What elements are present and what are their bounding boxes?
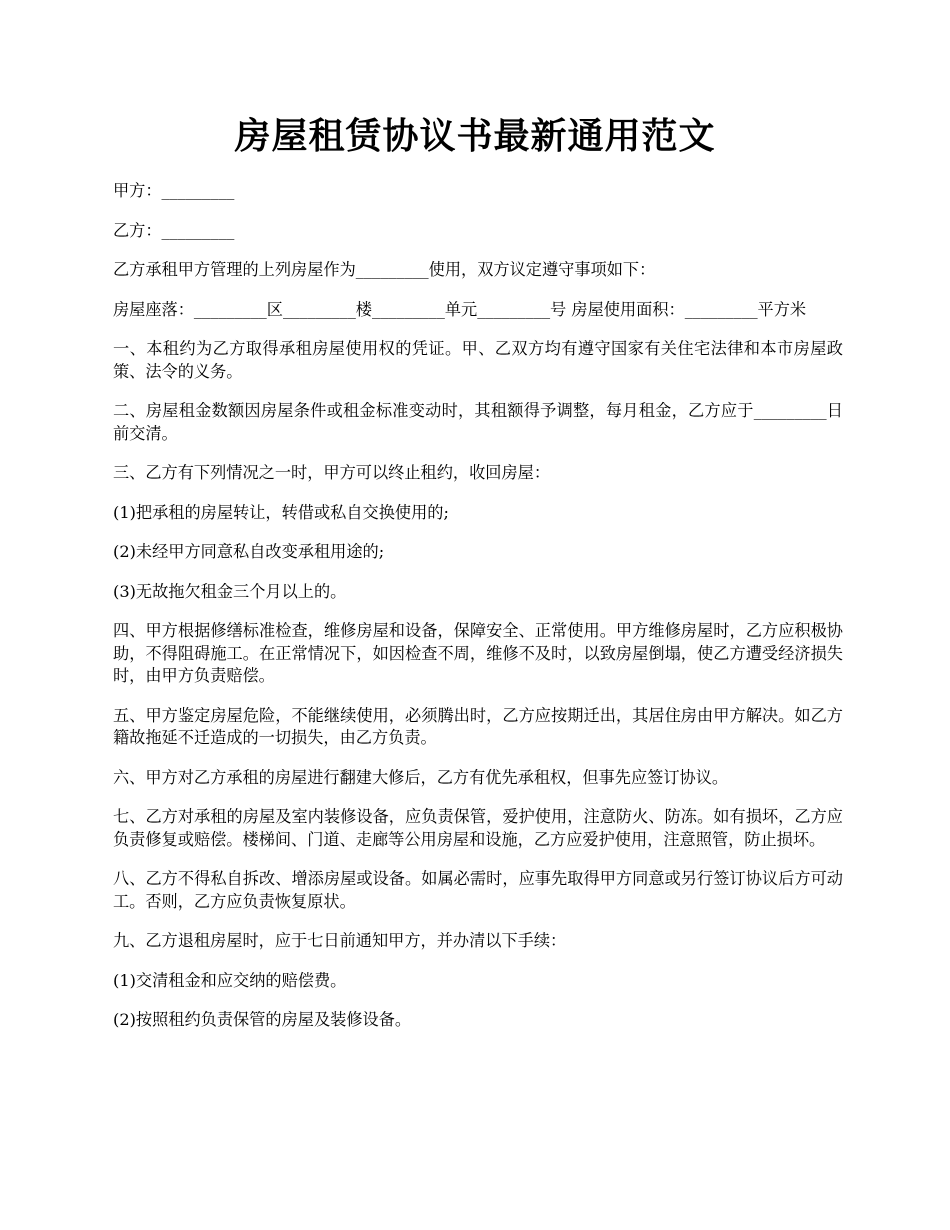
clause-8: 八、乙方不得私自拆改、增添房屋或设备。如属必需时，应事先取得甲方同意或另行签订协议后方可动工。否则，乙方应负责恢复原状。 <box>113 869 843 911</box>
clause-9: 九、乙方退租房屋时，应于七日前通知甲方，并办清以下手续： <box>113 931 567 950</box>
clause-3-item-3: (3)无故拖欠租金三个月以上的。 <box>113 581 347 601</box>
clause-6: 六、甲方对乙方承租的房屋进行翻建大修后，乙方有优先承租权，但事先应签订协议。 <box>113 767 729 787</box>
house-location: 房屋座落：_________区_________楼_________单元_________号 房屋使用面积：_________平方米 <box>113 299 807 319</box>
document-title: 房屋租赁协议书最新通用范文 <box>234 115 716 157</box>
clause-7: 七、乙方对承租的房屋及室内装修设备，应负责保管，爱护使用，注意防火、防冻。如有损坏，乙方应负责修复或赔偿。楼梯间、门道、走廊等公用房屋和设施，乙方应爱护使用，注意照管，防止损坏。 <box>113 807 843 849</box>
clause-3-item-1: (1)把承租的房屋转让，转借或私自交换使用的; <box>113 502 449 522</box>
clause-5: 五、甲方鉴定房屋危险，不能继续使用，必须腾出时，乙方应按期迁出，其居住房由甲方解决。如乙方籍故拖延不迁造成的一切损失，由乙方负责。 <box>113 705 843 747</box>
clause-3: 三、乙方有下列情况之一时，甲方可以终止租约，收回房屋： <box>113 463 551 482</box>
party-b-line: 乙方：_________ <box>113 220 235 240</box>
document-body <box>113 180 843 1049</box>
clause-3-item-2: (2)未经甲方同意私自改变承租用途的; <box>113 542 385 561</box>
clause-4: 四、甲方根据修缮标准检查，维修房屋和设备，保障安全、正常使用。甲方维修房屋时，乙方应积极协助，不得阻碍施工。在正常情况下，如因检查不周，维修不及时，以致房屋倒塌，使乙方遭受经济损失时，由甲方负责赔偿。 <box>113 621 843 685</box>
usage-intro: 乙方承租甲方管理的上列房屋作为_________使用，双方议定遵守事项如下： <box>113 260 656 279</box>
clause-1: 一、本租约为乙方取得承租房屋使用权的凭证。甲、乙双方均有遵守国家有关住宅法律和本市房屋政策、法令的义务。 <box>113 339 843 381</box>
clause-2: 二、房屋租金数额因房屋条件或租金标准变动时，其租额得予调整，每月租金，乙方应于_________日前交清。 <box>113 401 843 443</box>
clause-9-item-2: (2)按照租约负责保管的房屋及装修设备。 <box>113 1010 412 1029</box>
party-a-line: 甲方：_________ <box>113 181 235 200</box>
clause-9-item-1: (1)交清租金和应交纳的赔偿费。 <box>113 970 347 990</box>
